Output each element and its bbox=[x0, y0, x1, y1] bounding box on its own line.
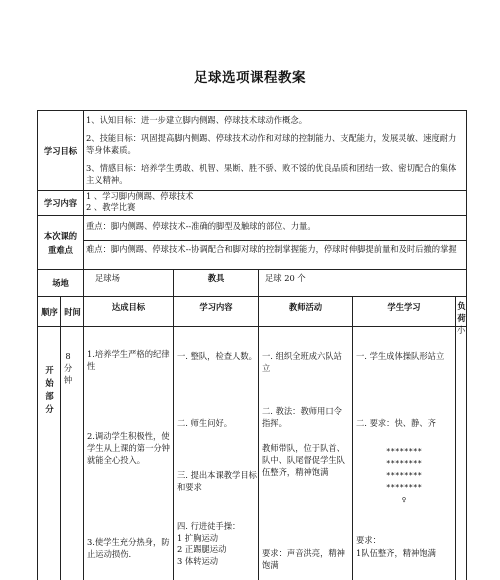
section-time: 8 分钟 bbox=[63, 351, 73, 385]
page-title: 足球选项课程教案 bbox=[194, 70, 306, 86]
learning-exercises bbox=[177, 521, 257, 580]
table-line bbox=[60, 296, 61, 580]
learning-roll-call: 一. 整队，检查人数。 bbox=[177, 351, 257, 361]
goal-cognitive: 1、认知目标：进一步建立脚内侧踢、停球技术球动作概念。 bbox=[86, 115, 307, 125]
table-line bbox=[37, 215, 467, 216]
learning-exercises-title: 四. 行进徒手操： bbox=[177, 521, 241, 531]
lesson-plan-table bbox=[37, 110, 467, 580]
teacher-organize: 一. 组织全班成六队站立 bbox=[262, 351, 342, 373]
venue-value: 足球场 bbox=[95, 273, 120, 283]
student-requirement-detail: 1队伍整齐，精神饱满 bbox=[356, 548, 436, 558]
equipment-label: 教具 bbox=[207, 273, 225, 283]
keypoints-difficulty: 难点：脚内侧踢、停球技术--协调配合和脚对球的控制掌握能力，停球时伸脚提前量和及时后撤的掌握 bbox=[86, 244, 457, 254]
student-requirement-label: 要求： bbox=[356, 535, 381, 545]
table-line bbox=[455, 296, 456, 580]
formation-diagram bbox=[356, 446, 452, 512]
teacher-symbol: ♀ bbox=[401, 495, 407, 504]
table-line bbox=[352, 296, 353, 580]
header-objective: 达成目标 bbox=[111, 302, 146, 312]
goal-affective: 3、情感目标：培养学生勇敢、机智、果断、胜不骄、败不馁的优良品质和团结一致、密切配合的集体主义精神。 bbox=[86, 163, 457, 185]
learning-exercise: 1 扩胸运动 bbox=[177, 532, 219, 543]
keypoints-focus: 重点：脚内侧踢、停球技术--准确的脚型及触球的部位、力量。 bbox=[86, 221, 316, 231]
table-line bbox=[83, 110, 84, 296]
teacher-method: 二. 教法：教师用口令指挥。 bbox=[262, 406, 342, 428]
table-line bbox=[83, 296, 84, 580]
objective-discipline: 1.培养学生严格的纪律性 bbox=[87, 349, 170, 371]
learning-exercise: 2 正踢腿运动 bbox=[177, 544, 227, 554]
table-line bbox=[37, 110, 467, 111]
venue-label: 场地 bbox=[52, 278, 69, 288]
header-load: 负荷 bbox=[457, 300, 466, 323]
formation-row: ******** bbox=[385, 459, 423, 468]
objective-warmup: 3.使学生充分热身，防止运动损伤. bbox=[87, 537, 170, 559]
header-time: 时间 bbox=[64, 306, 81, 317]
table-line bbox=[83, 240, 467, 241]
goals-label: 学习目标 bbox=[43, 145, 78, 156]
table-line bbox=[37, 269, 467, 270]
table-line bbox=[466, 110, 467, 580]
equipment-value: 足球 20 个 bbox=[265, 273, 306, 283]
section-name: 开始部分 bbox=[45, 365, 54, 414]
student-requirement: 二. 要求：快、静、齐 bbox=[356, 418, 436, 428]
teacher-lead: 教师带队，位于队首、队中、队尾督促学生队伍整齐，精神饱满 bbox=[262, 443, 345, 477]
content-item: 2 、教学比赛 bbox=[86, 202, 136, 212]
header-student: 学生学习 bbox=[387, 302, 421, 312]
learning-exercise: 3 体转运动 bbox=[177, 555, 219, 566]
table-line bbox=[37, 326, 467, 327]
content-item: 1 、学习脚内侧踢、停球技术 bbox=[86, 191, 194, 201]
table-line bbox=[37, 296, 467, 297]
content-label: 学习内容 bbox=[43, 198, 78, 208]
goal-skill: 2、技能目标：巩固提高脚内侧踢、停球技术动作和对球的控制能力、支配能力，发展灵敏、速度耐力等身体素质。 bbox=[86, 133, 457, 155]
header-order: 顺序 bbox=[41, 306, 58, 317]
content-items bbox=[86, 191, 464, 215]
student-formation: 一. 学生成体操队形站立 bbox=[356, 351, 445, 361]
learning-goals: 三. 提出本课教学目标和要求 bbox=[177, 470, 257, 492]
teacher-requirement: 要求：声音洪亮，精神饱满 bbox=[262, 548, 345, 570]
header-learning: 学习内容 bbox=[199, 302, 233, 312]
formation-row: ******** bbox=[385, 471, 423, 480]
keypoints-label: 本次课的重难点 bbox=[43, 230, 78, 255]
learning-greeting: 二. 师生问好。 bbox=[177, 418, 233, 428]
header-teacher: 教师活动 bbox=[288, 302, 323, 312]
formation-row: ******** bbox=[385, 483, 423, 492]
goals-content bbox=[86, 114, 464, 190]
objective-engagement: 2.调动学生积极性，使学生从上课的第一分钟就能全心投入。 bbox=[87, 431, 170, 465]
formation-row: ******** bbox=[385, 447, 423, 456]
section-load: 小 bbox=[457, 325, 466, 335]
